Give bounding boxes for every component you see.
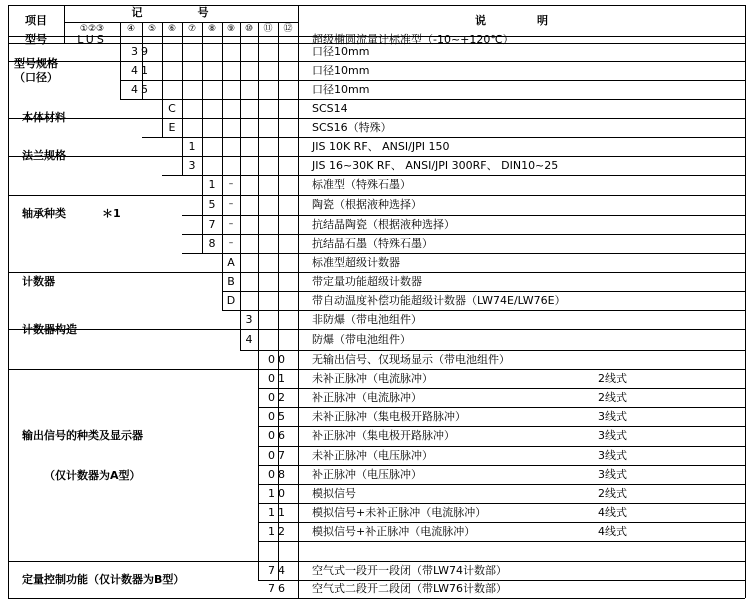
rule-line: [8, 156, 745, 157]
counter-struct-code: 3: [245, 312, 253, 326]
header-position: ⑤: [147, 24, 157, 34]
material-desc: SCS14: [312, 101, 348, 115]
rule-line: [258, 446, 745, 447]
rule-line: [222, 99, 223, 137]
rule-line: [240, 36, 241, 43]
label-material: 本体材料: [22, 111, 66, 124]
rule-line: [278, 253, 279, 310]
rule-line: [240, 99, 241, 137]
rule-line: [278, 175, 279, 253]
quant-desc: 空气式一段开一段闭（带LW74计数部）: [312, 563, 507, 577]
size-code: 45: [131, 82, 151, 96]
model-desc: 超级椭圆流量计标准型（-10~+120℃）: [312, 32, 514, 46]
rule-line: [8, 598, 745, 599]
rule-line: [8, 561, 745, 562]
rule-line: [120, 80, 745, 81]
header-code-title: 记 号: [131, 6, 231, 19]
rule-line: [258, 43, 259, 99]
rule-line: [222, 310, 745, 311]
counter-struct-desc: 防爆（带电池组件）: [312, 332, 411, 346]
rule-line: [258, 175, 259, 253]
counter-desc: 带定量功能超级计数器: [312, 274, 422, 288]
label-model: 型号: [25, 32, 47, 46]
rule-line: [222, 43, 223, 99]
counter-desc: 标准型超级计数器: [312, 255, 400, 269]
rule-line: [240, 253, 241, 310]
output-wire-type: 2线式: [598, 486, 627, 500]
rule-line: [258, 503, 745, 504]
rule-line: [222, 291, 745, 292]
rule-line: [278, 36, 279, 43]
bearing-dash: –: [228, 199, 234, 209]
rule-line: [258, 36, 259, 43]
header-position: ⑨: [226, 24, 236, 34]
counter-code: B: [227, 274, 235, 288]
bearing-dash: –: [228, 237, 234, 248]
material-code: C: [168, 101, 176, 115]
output-code: 01: [268, 371, 288, 385]
rule-line: [258, 541, 745, 542]
rule-line: [745, 5, 746, 36]
rule-line: [182, 36, 183, 43]
header-position: ⑪: [263, 24, 273, 34]
rule-line: [162, 175, 745, 176]
rule-line: [745, 36, 746, 598]
rule-line: [258, 310, 259, 350]
output-code: 08: [268, 467, 288, 481]
label-output-sub: （仅计数器为A型）: [44, 468, 141, 482]
rule-line: [258, 426, 745, 427]
rule-line: [182, 234, 745, 235]
rule-line: [182, 215, 745, 216]
rule-line: [258, 407, 745, 408]
rule-line: [182, 99, 183, 137]
header-position: ⑧: [207, 24, 217, 34]
flange-desc: JIS 10K RF、 ANSI/JPI 150: [312, 139, 450, 153]
rule-line: [182, 43, 183, 99]
header-position: ①②③: [79, 24, 105, 34]
output-code: 05: [268, 409, 288, 423]
output-desc: 模拟信号: [312, 486, 356, 500]
rule-line: [8, 195, 745, 196]
rule-line: [278, 43, 279, 99]
material-desc: SCS16（特殊）: [312, 120, 392, 134]
counter-desc: 带自动温度补偿功能超级计数器（LW74E/LW76E）: [312, 293, 566, 307]
quant-code: 74: [268, 563, 288, 577]
rule-line: [120, 36, 121, 43]
output-wire-type: 2线式: [598, 390, 627, 404]
header-position: ④: [126, 24, 136, 34]
label-bearing: 轴承种类: [22, 207, 66, 220]
header-desc-title: 说 明: [475, 14, 568, 27]
rule-line: [120, 99, 745, 100]
rule-line: [278, 310, 279, 350]
rule-line: [162, 43, 163, 99]
rule-line: [222, 137, 223, 175]
output-code: 10: [268, 486, 288, 500]
flange-code: 3: [188, 158, 196, 172]
label-flange: 法兰规格: [22, 149, 66, 162]
output-desc: 无输出信号、仅现场显示（带电池组件）: [312, 352, 510, 366]
header-position: ⑩: [244, 24, 254, 34]
label-counter: 计数器: [22, 274, 55, 288]
rule-line: [162, 36, 163, 43]
rule-line: [202, 137, 203, 175]
bearing-desc: 抗结晶石墨（特殊石墨）: [312, 236, 433, 250]
output-wire-type: 4线式: [598, 524, 627, 538]
rule-line: [202, 99, 203, 137]
output-wire-type: 4线式: [598, 505, 627, 519]
rule-line: [258, 465, 745, 466]
bearing-code: 5: [208, 198, 216, 211]
rule-line: [142, 137, 745, 138]
output-wire-type: 3线式: [598, 409, 627, 423]
label-size: 型号规格: [14, 57, 58, 70]
bearing-dash: –: [228, 179, 234, 189]
output-code: 06: [268, 429, 288, 442]
header-position: ⑦: [187, 24, 197, 34]
rule-line: [8, 118, 745, 119]
rule-line: [202, 43, 203, 99]
counter-code: D: [226, 293, 236, 307]
bearing-code: 8: [208, 236, 216, 250]
rule-line: [182, 253, 745, 254]
output-wire-type: 3线式: [598, 467, 627, 481]
rule-line: [8, 61, 745, 62]
bearing-desc: 标准型（特殊石墨）: [312, 178, 411, 191]
rule-line: [278, 99, 279, 137]
output-desc: 未补正脉冲（集电极开路脉冲）: [312, 409, 466, 423]
size-desc: 口径10mm: [312, 82, 370, 96]
bearing-desc: 抗结晶陶瓷（根据液种选择）: [312, 217, 455, 231]
rule-line: [258, 253, 259, 310]
output-wire-type: 3线式: [598, 448, 627, 462]
size-desc: 口径10mm: [312, 45, 370, 58]
rule-line: [258, 580, 745, 581]
rule-line: [202, 36, 203, 43]
label-quant: 定量控制功能（仅计数器为B型）: [22, 572, 185, 586]
output-code: 11: [268, 505, 288, 519]
counter-struct-desc: 非防爆（带电池组件）: [312, 312, 422, 326]
output-code: 07: [268, 448, 288, 462]
bearing-desc: 陶瓷（根据液种选择）: [312, 198, 422, 211]
rule-line: [142, 36, 143, 43]
rule-line: [8, 36, 9, 598]
label-size-sub: （口径）: [14, 71, 58, 84]
rule-line: [240, 43, 241, 99]
output-desc: 模拟信号+补正脉冲（电流脉冲）: [312, 524, 476, 538]
rule-line: [222, 36, 223, 43]
quant-code: 76: [268, 582, 288, 595]
output-desc: 未补正脉冲（电压脉冲）: [312, 448, 433, 462]
bearing-code: 1: [208, 178, 216, 191]
rule-line: [258, 99, 259, 137]
rule-line: [240, 350, 745, 351]
rule-line: [240, 175, 241, 253]
material-code: E: [168, 120, 176, 134]
counter-code: A: [227, 255, 235, 269]
bearing-code: 7: [208, 217, 216, 231]
output-code: 12: [268, 524, 288, 538]
rule-line: [258, 522, 745, 523]
counter-struct-code: 4: [245, 332, 253, 346]
output-wire-type: 2线式: [598, 371, 627, 385]
output-desc: 模拟信号+未补正脉冲（电流脉冲）: [312, 505, 487, 519]
output-code: 02: [268, 390, 288, 404]
output-desc: 未补正脉冲（电流脉冲）: [312, 371, 433, 385]
rule-line: [278, 137, 279, 175]
label-counter-struct: 计数器构造: [22, 323, 77, 336]
rule-line: [258, 137, 259, 175]
flange-code: 1: [188, 139, 196, 153]
header-position: ⑫: [283, 24, 293, 34]
rule-line: [258, 484, 745, 485]
quant-desc: 空气式二段开二段闭（带LW76计数部）: [312, 582, 507, 595]
output-desc: 补正脉冲（电压脉冲）: [312, 467, 422, 481]
rule-line: [8, 369, 745, 370]
size-desc: 口径10mm: [312, 63, 370, 77]
label-output: 输出信号的种类及显示器: [22, 428, 143, 442]
flange-desc: JIS 16~30K RF、 ANSI/JPI 300RF、 DIN10~25: [312, 158, 559, 172]
rule-line: [8, 272, 745, 273]
bearing-note: ＊1: [102, 207, 121, 220]
rule-line: [298, 36, 299, 598]
size-code: 41: [131, 63, 151, 77]
header-item: 项目: [25, 14, 47, 27]
size-code: 39: [131, 45, 151, 58]
output-desc: 补正脉冲（集电极开路脉冲）: [312, 429, 455, 442]
output-wire-type: 3线式: [598, 429, 627, 442]
header-position: ⑥: [167, 24, 177, 34]
rule-line: [8, 329, 745, 330]
output-code: 00: [268, 352, 288, 366]
rule-line: [240, 137, 241, 175]
bearing-dash: –: [228, 218, 234, 229]
rule-line: [258, 388, 745, 389]
model-code: LUS: [77, 32, 107, 46]
output-desc: 补正脉冲（电流脉冲）: [312, 390, 422, 404]
